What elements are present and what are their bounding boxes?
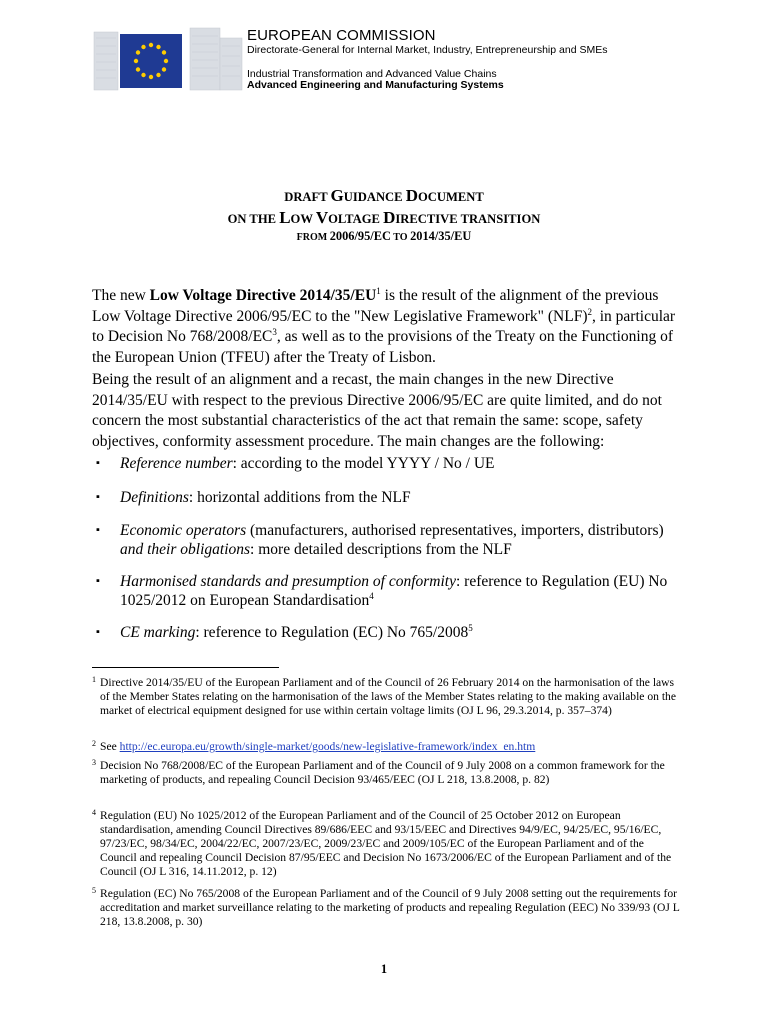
document-subtitle: FROM 2006/95/EC TO 2014/35/EU: [296, 229, 472, 243]
european-commission-logo: [92, 24, 244, 94]
footnote: 2 See http://ec.europa.eu/growth/single-market/goods/new-legislative-framework/index_en.htm: [92, 739, 536, 753]
intro-paragraph: The new Low Voltage Directive $2014/35/EU^1$ is the result of the alignment of the previous Low Voltage Directive 2006/95/EC to the "New Legislative Framework" (NLF)$^2$, in particular to Decision No $768/2008/EC^3$, as well as to the provisions of the Treaty on the Functioning of the European Union (TFEU) after the Treaty of Lisbon.: [92, 285, 676, 366]
directorate: Industrial Transformation and Advanced Value Chains: [247, 68, 497, 80]
changes-paragraph: Being the result of an alignment and a recast, the main changes in the new Directive 2014/35/EU with respect to the previous Directive 2006/95/EC are quite limited, and do not concern the most substantial characteristics of the act that remain the same: scope, safety objectives, conformity assessment procedure. The main changes are the following:: [92, 371, 662, 450]
directorate-general: Directorate-General for Internal Market, Industry, Entrepreneurship and SMEs: [247, 44, 608, 56]
footnote: 3 Decision No 768/2008/EC of the European Parliament and of the Council of 9 July 2008 on a common framework for the marketing of products, and repealing Council Decision 93/465/EEC (OJ L 218, 13.8.2008, p. 82): [92, 758, 665, 786]
footnote-ref-2[interactable]: 2: [587, 306, 592, 317]
directive-name: Low Voltage Directive 2014/35/EU: [149, 287, 377, 304]
footnote-separator: [92, 667, 279, 668]
page-number: 1: [380, 962, 388, 976]
document-title-line-1: DRAFT GUIDANCE DOCUMENT: [284, 186, 484, 205]
nlf-link[interactable]: http://ec.europa.eu/growth/single-market/goods/new-legislative-framework/index_en.htm: [119, 740, 536, 753]
footnote-ref-4[interactable]: 4: [369, 590, 374, 601]
unit-name: Advanced Engineering and Manufacturing Systems: [247, 79, 504, 91]
footnote: 5 Regulation (EC) No 765/2008 of the European Parliament and of the Council of 9 July 2008 setting out the requirements for accreditation and market surveillance relating to the marketing of products and repealing Regulation (EEC) No 339/93 (OJ L 218, 13.8.2008, p. 30): [92, 886, 680, 928]
footnote-ref-1[interactable]: 1: [376, 285, 381, 296]
footnote-ref-5[interactable]: 5: [468, 622, 473, 633]
footnote-ref-3[interactable]: 3: [272, 327, 277, 338]
footnote: 4 Regulation (EU) No 1025/2012 of the European Parliament and of the Council of 25 October 2012 on European standardisation, amending Council Directives 89/686/EEC and 93/15/EEC and Directives 94/9/EC, 94/25/EC, 95/16/EC, 97/23/EC, 98/34/EC, 2004/22/EC, 2007/23/EC, 2009/23/EC and 2009/105/EC of the European Parliament and of the Council and repealing Council Decision 87/95/EEC and Decision No 1673/2006/EC of the European Parliament and of the Council (OJ L 316, 14.11.2012, p. 12): [92, 808, 672, 878]
organization-name: EUROPEAN COMMISSION: [247, 27, 436, 44]
document-title-line-2: ON THE LOW VOLTAGE DIRECTIVE TRANSITION: [227, 208, 541, 227]
footnote: 1 Directive 2014/35/EU of the European Parliament and of the Council of 26 February 2014 on the harmonisation of the laws of the Member States relating on the harmonisation of the laws of the Member States relating to the making available on the market of electrical equipment designed for use within certain voltage limits (OJ L 96, 29.3.2014, p. 357–374): [92, 675, 676, 717]
